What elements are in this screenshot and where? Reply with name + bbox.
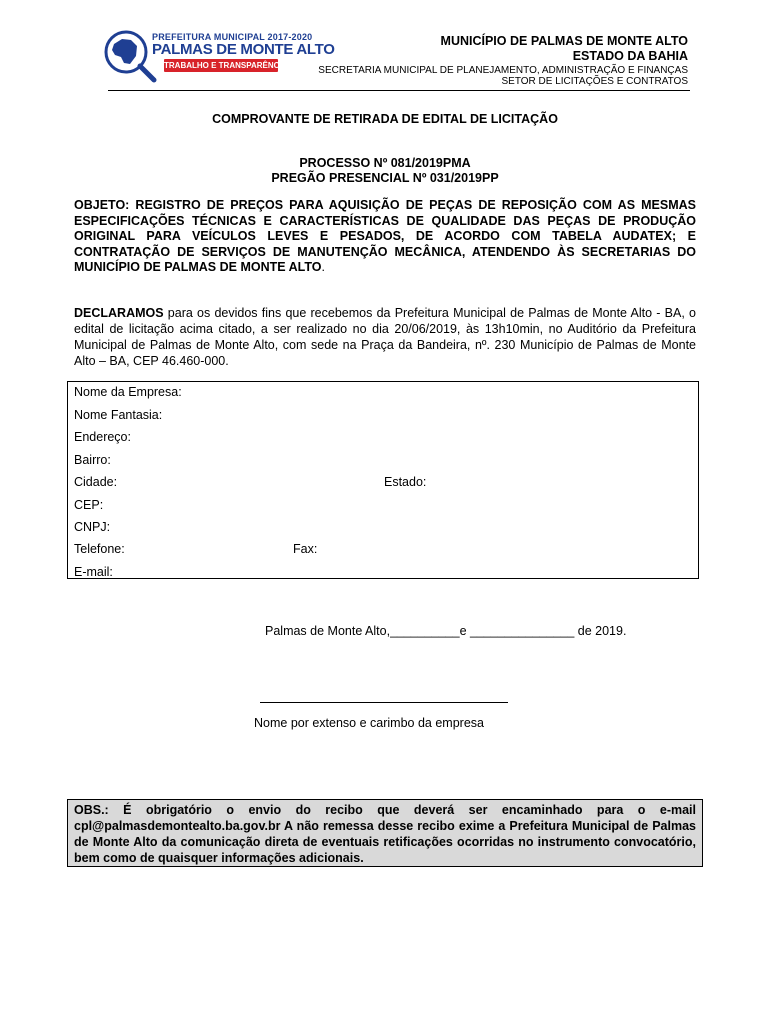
objeto-text: OBJETO: REGISTRO DE PREÇOS PARA AQUISIÇÃO DE PEÇAS DE REPOSIÇÃO COM AS MESMAS ESPECIFICAÇÕES TÉCNICAS E CARACTERÍSTICAS DE QUALIDADE DAS PEÇAS DE PRODUÇÃO ORIGINAL PARA VEÍCULOS LEVES E PESADOS, DE ACORDO COM TABELA AUDATEX; E CONTRATAÇÃO DE SERVIÇOS DE MANUTENÇÃO MECÂNICA, ATENDENDO ÀS SECRETARIAS DO MUNICÍPIO DE PALMAS DE MONTE ALTO [74,198,696,274]
state-map-magnifier-icon [100,26,160,86]
field-cidade[interactable]: Cidade: [74,475,118,489]
header-estado: ESTADO DA BAHIA [572,49,688,63]
company-form-box [67,381,699,579]
declaramos-lead: DECLARAMOS [74,306,164,320]
header-municipio: MUNICÍPIO DE PALMAS DE MONTE ALTO [440,34,688,48]
objeto-paragraph [74,198,696,276]
declaration-paragraph [74,305,696,369]
logo-sub-text: TRABALHO E TRANSPARÊNCIA [164,61,288,70]
document-title: COMPROVANTE DE RETIRADA DE EDITAL DE LICITAÇÃO [212,112,558,126]
field-fax[interactable]: Fax: [293,542,318,556]
field-cnpj[interactable]: CNPJ: [74,520,111,534]
signature-caption: Nome por extenso e carimbo da empresa [254,716,484,730]
field-telefone[interactable]: Telefone: [74,542,125,556]
field-estado[interactable]: Estado: [384,475,427,489]
header-setor: SETOR DE LICITAÇÕES E CONTRATOS [501,76,688,87]
field-email[interactable]: E-mail: [74,565,113,579]
field-endereco[interactable]: Endereço: [74,430,131,444]
field-nome-fantasia[interactable]: Nome Fantasia: [74,408,163,422]
declaramos-text: para os devidos fins que recebemos da Prefeitura Municipal de Palmas de Monte Alto - BA, o edital de licitação acima citado, a ser realizado no dia 20/06/2019, às 13h10min, no Auditório da Prefeitura Municipal de Palmas de Monte Alto, com sede na Praça da Bandeira, nº. 230 Município de Palmas de Monte Alto – BA, CEP 46.460-000. [74,306,696,368]
objeto-end: . [321,260,325,274]
pregao-number: PREGÃO PRESENCIAL Nº 031/2019PP [271,171,499,185]
logo-top-text: PREFEITURA MUNICIPAL 2017-2020 [152,32,313,42]
field-bairro[interactable]: Bairro: [74,453,111,467]
obs-notice-box [67,799,703,867]
field-nome-empresa[interactable]: Nome da Empresa: [74,385,182,399]
signature-line [260,702,508,703]
header-divider [108,90,690,91]
obs-text: OBS.: É obrigatório o envio do recibo que deverá ser encaminhado para o e-mail cpl@palmasdemontealto.ba.gov.br A não remessa desse recibo exime a Prefeitura Municipal de Palmas de Monte Alto da comunicação direta de eventuais retificações ocorridas no instrumento convocatório, bem como de quaisquer informações adicionais. [74,803,696,865]
processo-number: PROCESSO Nº 081/2019PMA [299,156,471,170]
municipality-logo [100,26,335,86]
field-cep[interactable]: CEP: [74,498,104,512]
header-secretaria: SECRETARIA MUNICIPAL DE PLANEJAMENTO, ADMINISTRAÇÃO E FINANÇAS [318,65,688,76]
logo-main-text: PALMAS DE MONTE ALTO [152,41,335,58]
date-line: Palmas de Monte Alto,__________e _______________ de 2019. [265,624,627,638]
